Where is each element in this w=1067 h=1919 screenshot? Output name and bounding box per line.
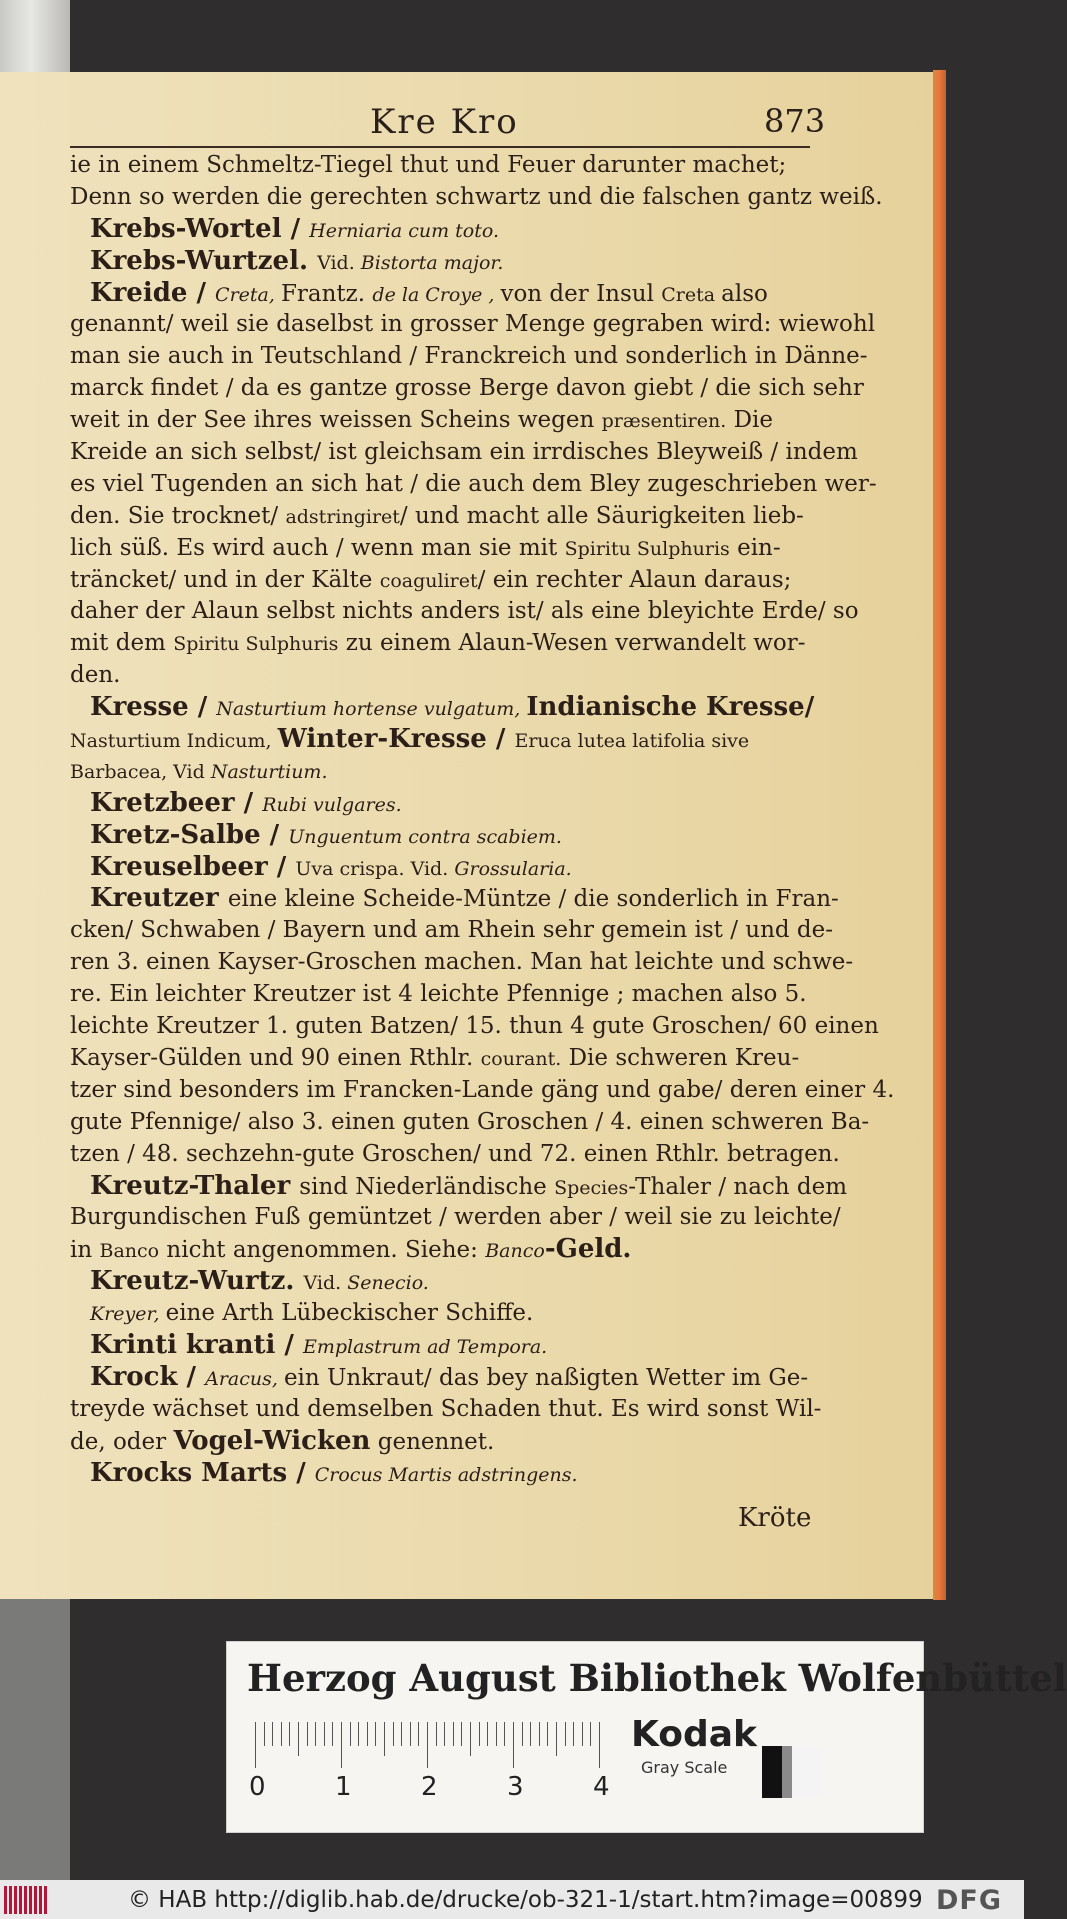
scale-number: 1 [335, 1772, 352, 1802]
text-segment: ie in einem Schmeltz-Tiegel thut und Feuer darunter machet; [70, 152, 787, 178]
text-line [70, 915, 834, 947]
text-line [70, 1234, 815, 1266]
color-calibration-card [226, 1641, 1067, 1833]
ruler-tick [315, 1722, 316, 1746]
text-segment: Kreutzer [90, 883, 228, 914]
ruler-tick [573, 1722, 574, 1746]
ruler-tick [375, 1722, 376, 1746]
text-segment: genannt/ weil sie daselbst in grosser Menge gegraben wird: wiewohl [70, 311, 876, 338]
ruler-tick [281, 1722, 282, 1746]
text-segment: Bistorta major. [360, 251, 504, 274]
scale-number: 2 [421, 1772, 438, 1802]
ruler-tick [367, 1722, 368, 1746]
catchword: Kröte [738, 1503, 812, 1533]
footer-bar [0, 1880, 1024, 1919]
text-segment: Kreutz-Wurtz. [90, 1266, 304, 1297]
text-line [70, 182, 883, 214]
text-segment: Nasturtium hortense vulgatum, [216, 698, 527, 721]
text-line [70, 628, 815, 660]
text-segment: man sie auch in Teutschland / Franckreich und sonderlich in Dänne- [70, 343, 868, 370]
text-segment: de la Croye , [372, 283, 501, 306]
text-segment: Burgundischen Fuß gemüntzet / werden aber / weil sie zu leichte/ [70, 1204, 841, 1231]
gray-scale-label: Gray Scale [641, 1758, 728, 1777]
ruler-tick [298, 1722, 299, 1756]
ruler-tick [504, 1722, 505, 1746]
text-line [70, 469, 877, 501]
text-line [70, 1266, 815, 1298]
text-line [70, 979, 815, 1011]
ruler-tick [461, 1722, 462, 1746]
page-header [0, 102, 940, 146]
text-segment: Kayser-Gülden und 90 einen Rthlr. [70, 1044, 481, 1071]
text-line [70, 437, 858, 469]
text-segment: Eruca lutea latifolia sive [514, 730, 750, 753]
text-line [70, 341, 868, 373]
text-segment: den. [70, 662, 121, 689]
ruler-tick [393, 1722, 394, 1746]
kodak-logo: Kodak [631, 1714, 757, 1755]
text-line [70, 660, 815, 692]
ruler-tick [556, 1722, 557, 1756]
text-segment: -Thaler / nach dem [628, 1173, 848, 1200]
ruler-tick [599, 1722, 600, 1768]
text-segment: Kreyer, [90, 1303, 166, 1326]
ruler-tick [341, 1722, 342, 1768]
text-segment: tzen / 48. sechzehn-gute Groschen/ und 72. einen Rthlr. betragen. [70, 1140, 840, 1167]
text-line [70, 150, 815, 182]
text-segment: Herniaria cum toto. [309, 219, 500, 242]
text-segment: es viel Tugenden an sich hat / die auch dem Bley zugeschrieben wer- [70, 470, 877, 497]
ruler-tick [530, 1722, 531, 1746]
text-segment: Krinti kranti / [90, 1329, 303, 1360]
text-segment: Kreide an sich selbst/ ist gleichsam ein irrdisches Bleyweiß / indem [70, 439, 858, 466]
ruler-tick [487, 1722, 488, 1746]
text-segment: ren 3. einen Kayser-Groschen machen. Man hat leichte und schwe- [70, 949, 854, 976]
text-segment: genennet. [370, 1428, 495, 1455]
scale-number: 0 [249, 1772, 266, 1802]
ruler-tick [522, 1722, 523, 1746]
ruler-tick [332, 1722, 333, 1746]
text-line [70, 1043, 815, 1075]
scale-number: 4 [593, 1772, 610, 1802]
text-line [70, 1330, 815, 1362]
text-segment: Kresse / [90, 692, 217, 723]
text-segment: / ein rechter Alaun daraus; [477, 566, 792, 593]
text-segment: nicht angenommen. Siehe: [159, 1237, 486, 1264]
scale-number: 3 [507, 1772, 524, 1802]
text-segment: Emplastrum ad Tempora. [302, 1335, 548, 1358]
ruler-tick [453, 1722, 454, 1746]
text-line [70, 1170, 848, 1203]
library-name: Herzog August Bibliothek Wolfenbüttel [247, 1656, 1067, 1700]
text-segment: Nasturtium Indicum, [70, 730, 278, 753]
text-line [70, 1394, 822, 1426]
barcode-icon [4, 1886, 48, 1914]
ruler-tick [539, 1722, 540, 1746]
text-segment: von der Insul [500, 280, 662, 307]
header-rule [70, 146, 810, 148]
ruler-tick [255, 1722, 256, 1768]
text-segment: leichte Kreutzer 1. guten Batzen/ 15. thun 4 gute Groschen/ 60 einen [70, 1013, 879, 1040]
text-segment: Indianische Kresse/ [526, 692, 815, 723]
text-segment: Vid. [303, 1272, 348, 1295]
dfg-logo: DFG [936, 1885, 1003, 1916]
text-line [70, 1011, 879, 1043]
scan-bed-edge [0, 1590, 70, 1890]
text-line [70, 1458, 815, 1490]
text-segment: also [721, 280, 768, 307]
text-line [70, 565, 815, 597]
text-segment: Winter-Kresse / [277, 724, 515, 755]
text-line [70, 1202, 841, 1234]
text-segment: Creta, [215, 283, 281, 306]
text-segment: Spiritu Sulphuris [173, 633, 339, 656]
text-segment: Nasturtium. [210, 760, 328, 783]
text-segment: Crocus Martis adstringens. [314, 1463, 578, 1486]
ruler-tick [479, 1722, 480, 1746]
text-line [70, 756, 815, 788]
text-segment: Krebs-Wurtzel. [90, 245, 318, 276]
text-segment: Kreutz-Thaler [90, 1170, 300, 1201]
copyright-url[interactable]: © HAB http://diglib.hab.de/drucke/ob-321-1/start.htm?image=00899 [128, 1887, 923, 1913]
ruler-tick [289, 1722, 290, 1746]
text-segment: Die [726, 407, 773, 434]
ruler-tick [272, 1722, 273, 1746]
text-line [70, 1426, 815, 1458]
text-segment: weit in der See ihres weissen Scheins wegen [70, 407, 602, 434]
text-segment: Banco [99, 1240, 160, 1263]
text-segment: Vid. [317, 251, 361, 274]
text-line [70, 820, 815, 852]
text-segment: zu einem Alaun-Wesen verwandelt wor- [338, 630, 806, 657]
text-line [70, 405, 815, 437]
ruler-tick [496, 1722, 497, 1746]
text-line [70, 1139, 840, 1171]
text-segment: re. Ein leichter Kreutzer ist 4 leichte Pfennige ; machen also 5. [70, 981, 807, 1008]
text-segment: eine Arth Lübeckischer Schiffe. [165, 1300, 534, 1327]
text-segment: sind Niederländische [299, 1173, 555, 1200]
text-segment: lich süß. Es wird auch / wenn man sie mit [70, 534, 565, 561]
text-segment: Species [554, 1176, 629, 1199]
text-line [70, 533, 815, 565]
text-segment: Die schweren Kreu- [561, 1044, 800, 1071]
text-segment: tzer sind besonders im Francken-Lande gäng und gabe/ deren einer 4. [70, 1076, 895, 1103]
ruler-tick [350, 1722, 351, 1746]
text-segment: daher der Alaun selbst nichts anders ist/ als eine bleyichte Erde/ so [70, 598, 859, 625]
text-segment: Grossularia. [454, 857, 572, 880]
text-segment: -Geld. [544, 1234, 632, 1265]
text-segment: Denn so werden die gerechten schwartz und die falschen gantz weiß. [70, 183, 883, 210]
text-segment: Banco [485, 1240, 545, 1263]
text-segment: Frantz. [280, 280, 373, 307]
text-segment: Unguentum contra scabiem. [288, 825, 562, 848]
ruler-tick [401, 1722, 402, 1746]
ruler-tick [547, 1722, 548, 1746]
text-segment: Spiritu Sulphuris [564, 537, 730, 560]
text-segment: Rubi vulgares. [262, 793, 402, 816]
text-line [70, 724, 815, 756]
ruler-tick [307, 1722, 308, 1746]
text-segment: Krock / [90, 1361, 206, 1392]
ruler-tick [582, 1722, 583, 1746]
ruler-tick [436, 1722, 437, 1746]
text-segment: treyde wächset und demselben Schaden thut. Es wird sonst Wil- [70, 1395, 822, 1422]
text-segment: / und macht alle Säurigkeiten lieb- [399, 502, 804, 529]
text-line [70, 1075, 895, 1107]
page-text [70, 150, 895, 1489]
scale-ruler [255, 1722, 599, 1768]
text-segment: marck findet / da es gantze grosse Berge davon giebt / die sich sehr [70, 375, 864, 402]
text-segment: Krocks Marts / [90, 1457, 315, 1488]
text-segment: adstringiret [285, 505, 400, 528]
text-segment: Kreide / [90, 277, 216, 308]
text-line [70, 1298, 815, 1330]
text-segment: gute Pfennige/ also 3. einen guten Groschen / 4. einen schweren Ba- [70, 1108, 870, 1135]
text-segment: præsentiren. [601, 410, 727, 433]
ruler-tick [444, 1722, 445, 1746]
text-line [70, 947, 854, 979]
text-segment: de, oder [70, 1428, 174, 1455]
ruler-tick [324, 1722, 325, 1746]
ruler-tick [264, 1722, 265, 1746]
text-segment: courant. [480, 1047, 562, 1070]
text-line [70, 883, 839, 915]
text-segment: Kretz-Salbe / [90, 819, 289, 850]
text-segment: Creta [661, 283, 722, 306]
page-number: 873 [764, 102, 826, 140]
text-line [70, 692, 815, 724]
ruler-tick [358, 1722, 359, 1746]
text-line [70, 788, 815, 820]
text-line [70, 214, 815, 246]
text-segment: Kretzbeer / [90, 787, 263, 818]
text-segment: Uva crispa. Vid. [295, 857, 455, 880]
text-segment: Krebs-Wortel / [90, 213, 310, 244]
text-segment: träncket/ und in der Kälte [70, 566, 380, 593]
ruler-tick [410, 1722, 411, 1746]
ruler-tick [470, 1722, 471, 1756]
text-segment: Senecio. [347, 1272, 429, 1295]
text-line [70, 1362, 815, 1394]
text-segment: mit dem [70, 630, 174, 657]
text-segment: Vogel-Wicken [173, 1425, 371, 1456]
text-line [70, 246, 815, 278]
ruler-tick [384, 1722, 385, 1756]
ruler-tick [565, 1722, 566, 1746]
text-segment: in [70, 1237, 100, 1264]
text-line [70, 373, 864, 405]
text-segment: Barbacea, Vid [70, 760, 211, 783]
text-segment: coaguliret [379, 569, 478, 592]
ruler-tick [513, 1722, 514, 1768]
text-line [70, 309, 876, 341]
page-edge [933, 70, 946, 1600]
text-segment: eine kleine Scheide-Müntze / die sonderlich in Fran- [227, 886, 839, 913]
text-line [70, 1107, 870, 1139]
running-title: Kre Kro [370, 102, 519, 142]
text-line [70, 596, 859, 628]
text-line [70, 501, 815, 533]
text-line [70, 852, 815, 884]
text-segment: ein Unkraut/ das bey naßigten Wetter im Ge- [283, 1364, 809, 1391]
text-segment: Aracus, [205, 1367, 284, 1390]
ruler-tick [418, 1722, 419, 1746]
text-segment: cken/ Schwaben / Bayern und am Rhein sehr gemein ist / und de- [70, 917, 834, 944]
ruler-tick [590, 1722, 591, 1746]
ruler-tick [427, 1722, 428, 1768]
gray-patch [762, 1746, 822, 1798]
text-segment: ein- [729, 534, 781, 561]
text-segment: den. Sie trocknet/ [70, 502, 286, 529]
text-segment: Kreuselbeer / [90, 851, 296, 882]
text-line [70, 278, 815, 310]
